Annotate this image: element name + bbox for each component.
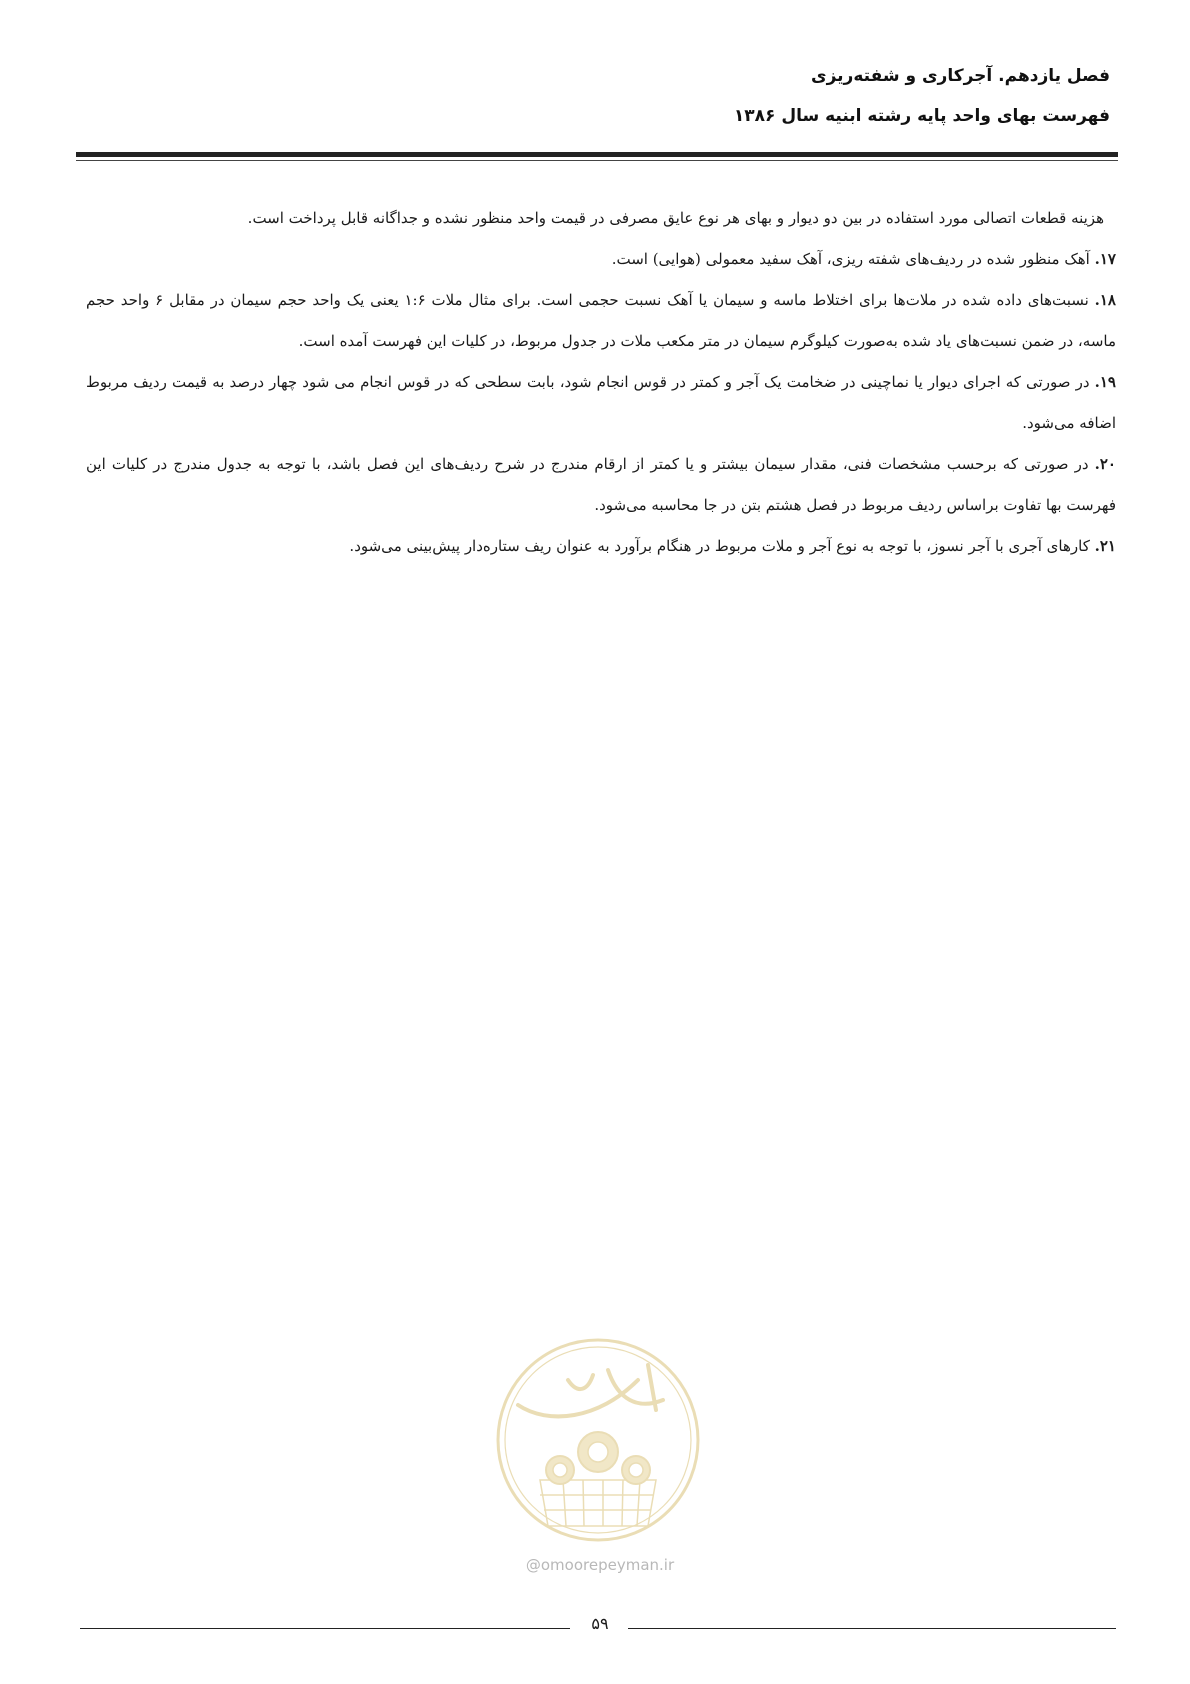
document-body — [86, 198, 1116, 567]
item-text: نسبت‌های داده شده در ملات‌ها برای اختلاط ماسه و سیمان یا آهک نسبت حجمی است. برای مثال ملات ۱:۶ یعنی یک واحد حجم سیمان در مقابل ۶ واحد حجم ماسه، در ضمن نسبت‌های یاد شده به‌صورت کیلوگرم سیمان در متر مکعب ملات در جدول مربوط، در کلیات این فهرست آمده است. — [86, 291, 1116, 350]
item-text: کارهای آجری با آجر نسوز، با توجه به نوع آجر و ملات مربوط در هنگام برآورد به عنوان ریف ستاره‌دار پیش‌بینی می‌شود. — [349, 537, 1090, 555]
header-rule-thin — [76, 160, 1118, 161]
item-number: ۱۹. — [1094, 373, 1116, 391]
item-number: ۱۷. — [1094, 250, 1116, 268]
item-text: در صورتی که اجرای دیوار یا نماچینی در ضخامت یک آجر و کمتر در قوس انجام شود، بابت سطحی که در قوس انجام می شود چهار درصد به قیمت ردیف مربوط اضافه می‌شود. — [86, 373, 1116, 432]
footer-rule-left — [80, 1628, 570, 1629]
page-header — [80, 56, 1110, 136]
item-21 — [86, 526, 1116, 567]
item-text: در صورتی که برحسب مشخصات فنی، مقدار سیمان بیشتر و یا کمتر از ارقام مندرج در شرح ردیف‌های این فصل باشد، با توجه به جدول مندرج در کلیات این فهرست بها تفاوت براساس ردیف مربوط در فصل هشتم بتن در جا محاسبه می‌شود. — [86, 455, 1116, 514]
item-17 — [86, 239, 1116, 280]
footer-rule-right — [628, 1628, 1116, 1629]
item-number: ۲۱. — [1094, 537, 1116, 555]
item-19 — [86, 362, 1116, 444]
watermark-site: @omoorepeyman.ir — [525, 1556, 675, 1574]
header-rule-thick — [76, 152, 1118, 157]
item-number: ۱۸. — [1094, 291, 1116, 309]
chapter-title: فصل یازدهم. آجرکاری و شفته‌ریزی — [811, 66, 1110, 86]
intro-paragraph: هزینه قطعات اتصالی مورد استفاده در بین دو دیوار و بهای هر نوع عایق مصرفی در قیمت واحد منظور نشده و جداگانه قابل پرداخت است. — [247, 209, 1104, 227]
item-text: آهک منظور شده در ردیف‌های شفته ریزی، آهک سفید معمولی (هوایی) است. — [611, 250, 1090, 268]
item-number: ۲۰. — [1094, 455, 1116, 473]
book-title: فهرست بهای واحد پایه رشته ابنیه سال ۱۳۸۶ — [733, 106, 1110, 126]
watermark-logo — [488, 1330, 708, 1550]
item-20 — [86, 444, 1116, 526]
item-18 — [86, 280, 1116, 362]
page-number: ۵۹ — [591, 1614, 609, 1633]
